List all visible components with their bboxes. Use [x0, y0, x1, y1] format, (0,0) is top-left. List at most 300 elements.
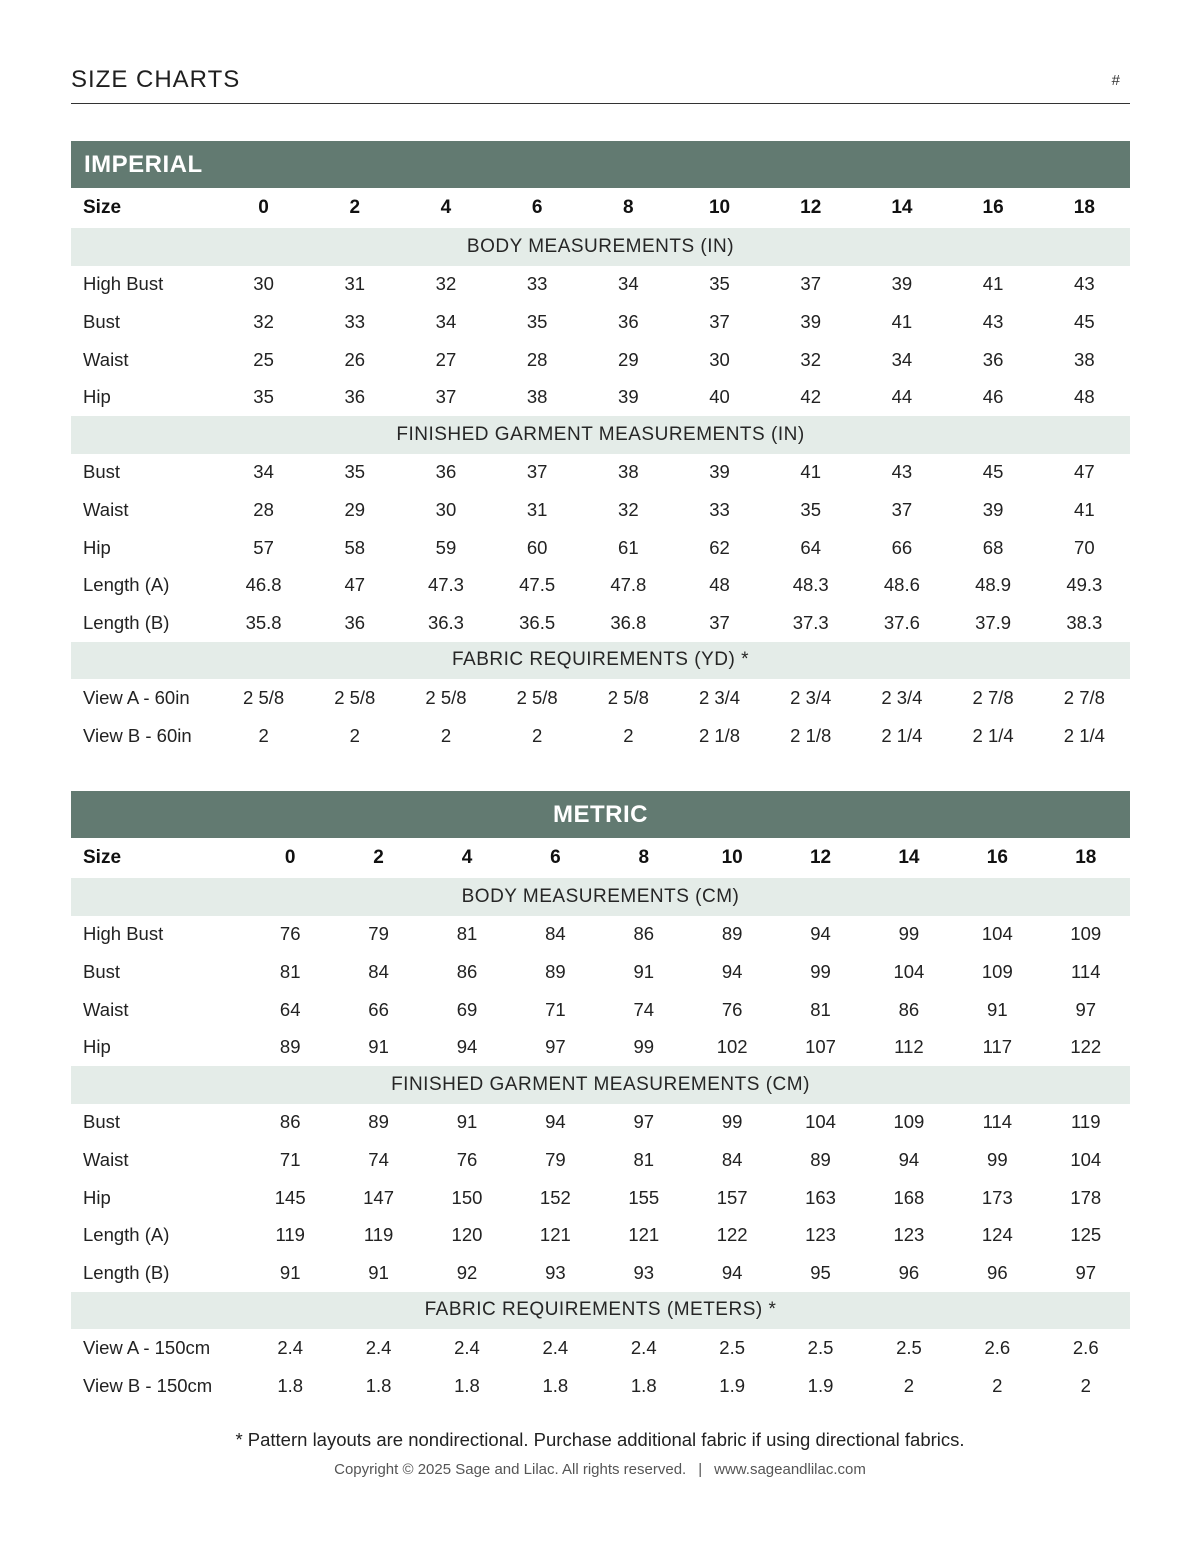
table-cell: 2 7/8: [972, 686, 1014, 708]
measurement-row: [71, 1216, 1130, 1254]
table-cell: 69: [456, 998, 478, 1020]
table-cell: 33: [526, 273, 548, 295]
table-cell: 30: [709, 348, 730, 370]
imperial-title: IMPERIAL: [71, 141, 1130, 188]
size-12-header: 12: [800, 197, 822, 218]
measurement-row: [71, 916, 1130, 954]
table-cell: 36: [344, 386, 366, 408]
table-cell: 95: [810, 1261, 831, 1283]
table-cell: 94: [721, 1261, 743, 1283]
table-cell: 36: [435, 461, 457, 483]
table-cell: 152: [539, 1186, 571, 1208]
table-cell: 45: [982, 461, 1004, 483]
table-cell: 2: [623, 724, 634, 746]
table-cell: 163: [805, 1186, 836, 1208]
table-cell: 34: [891, 348, 913, 370]
table-cell: 89: [368, 1111, 389, 1133]
table-cell: 97: [633, 1111, 655, 1133]
table-cell: 32: [618, 498, 639, 520]
table-cell: 43: [982, 310, 1004, 332]
section-header-row: [71, 1066, 1130, 1104]
table-cell: 33: [709, 498, 730, 520]
copyright-separator: |: [698, 1461, 703, 1478]
measurement-row: [71, 454, 1130, 492]
measurement-row: [71, 1104, 1130, 1142]
table-cell: 145: [274, 1186, 306, 1208]
row-label: Bust: [83, 310, 121, 332]
table-cell: 122: [716, 1224, 748, 1246]
size-4-header: 4: [440, 197, 452, 218]
table-cell: 123: [805, 1224, 836, 1246]
table-cell: 46.8: [245, 574, 282, 596]
table-cell: 2 1/4: [972, 724, 1014, 746]
table-cell: 33: [344, 310, 366, 332]
table-cell: 97: [545, 1036, 566, 1058]
size-2-header: 2: [373, 847, 384, 868]
table-cell: 93: [545, 1261, 566, 1283]
table-cell: 37: [526, 461, 548, 483]
table-cell: 89: [545, 960, 566, 982]
table-cell: 91: [368, 1261, 389, 1283]
measurement-row: [71, 604, 1130, 642]
table-cell: 104: [805, 1111, 836, 1133]
imperial-table: [71, 188, 1130, 754]
size-14-header: 14: [891, 197, 913, 218]
table-cell: 38: [618, 461, 639, 483]
table-cell: 2 1/4: [1063, 724, 1105, 746]
measurement-row: [71, 991, 1130, 1029]
table-cell: 41: [1074, 498, 1095, 520]
table-cell: 39: [618, 386, 639, 408]
table-cell: 28: [253, 498, 274, 520]
table-cell: 2 1/4: [881, 724, 923, 746]
table-cell: 70: [1074, 536, 1095, 558]
section-title: FABRIC REQUIREMENTS (METERS) *: [71, 1292, 1130, 1330]
section-header-row: [71, 1292, 1130, 1330]
table-cell: 62: [709, 536, 730, 558]
table-cell: 99: [633, 1036, 655, 1058]
size-18-header: 18: [1075, 847, 1097, 868]
table-cell: 2.4: [365, 1336, 392, 1358]
row-label: Bust: [83, 960, 121, 982]
table-cell: 48.3: [792, 574, 829, 596]
table-cell: 114: [982, 1111, 1013, 1133]
table-cell: 119: [363, 1224, 394, 1246]
table-cell: 155: [628, 1186, 660, 1208]
measurement-row: [71, 1141, 1130, 1179]
table-cell: 2: [349, 724, 360, 746]
table-cell: 37: [709, 611, 730, 633]
table-cell: 61: [618, 536, 639, 558]
table-cell: 71: [279, 1148, 301, 1170]
table-cell: 49.3: [1066, 574, 1103, 596]
table-cell: 114: [1071, 960, 1101, 982]
table-cell: 94: [721, 960, 743, 982]
table-cell: 123: [893, 1224, 925, 1246]
size-header-row: [71, 188, 1130, 228]
table-cell: 125: [1070, 1224, 1102, 1246]
table-cell: 91: [987, 998, 1008, 1020]
measurement-row: [71, 378, 1130, 416]
table-cell: 35: [800, 498, 821, 520]
table-cell: 104: [1070, 1148, 1102, 1170]
table-cell: 2.5: [807, 1336, 834, 1358]
row-label: Waist: [83, 1148, 129, 1170]
table-cell: 157: [716, 1186, 748, 1208]
table-cell: 94: [545, 1111, 566, 1133]
table-cell: 89: [810, 1148, 831, 1170]
table-cell: 2.4: [542, 1336, 569, 1358]
table-cell: 97: [1075, 1261, 1097, 1283]
measurement-row: [71, 679, 1130, 717]
table-cell: 43: [1074, 273, 1095, 295]
page-title: SIZE CHARTS: [71, 66, 241, 93]
section-title: BODY MEASUREMENTS (CM): [71, 878, 1130, 916]
table-cell: 2 3/4: [698, 686, 741, 708]
table-cell: 107: [805, 1036, 836, 1058]
table-cell: 99: [721, 1111, 743, 1133]
row-label: Hip: [83, 1036, 111, 1058]
measurement-row: [71, 953, 1130, 991]
table-cell: 37.9: [975, 611, 1012, 633]
size-6-header: 6: [550, 847, 561, 868]
size-8-header: 8: [638, 847, 650, 868]
table-cell: 39: [800, 310, 821, 332]
table-cell: 48.6: [883, 574, 920, 596]
table-cell: 25: [253, 348, 274, 370]
size-16-header: 16: [982, 197, 1004, 218]
size-10-header: 10: [708, 197, 731, 218]
table-cell: 122: [1070, 1036, 1102, 1058]
table-cell: 35.8: [245, 611, 282, 633]
table-cell: 1.8: [365, 1374, 392, 1396]
row-label: Waist: [83, 348, 129, 370]
table-cell: 74: [368, 1148, 389, 1170]
size-label: Size: [83, 197, 122, 218]
measurement-row: [71, 1179, 1130, 1217]
row-label: Hip: [83, 1186, 111, 1208]
table-cell: 46: [982, 386, 1004, 408]
table-cell: 2 3/4: [881, 686, 923, 708]
table-cell: 64: [800, 536, 821, 558]
row-label: High Bust: [83, 923, 164, 945]
table-cell: 39: [709, 461, 730, 483]
table-cell: 119: [275, 1224, 305, 1246]
table-cell: 36: [344, 611, 366, 633]
measurement-row: [71, 1367, 1130, 1405]
table-cell: 36.3: [427, 611, 464, 633]
table-cell: 2.5: [719, 1336, 745, 1358]
size-0-header: 0: [284, 847, 296, 868]
row-label: Bust: [83, 1111, 121, 1133]
table-cell: 168: [893, 1186, 925, 1208]
table-cell: 31: [344, 273, 366, 295]
row-label: Bust: [83, 461, 121, 483]
size-14-header: 14: [898, 847, 920, 868]
size-8-header: 8: [623, 197, 634, 218]
size-header-row: [71, 838, 1130, 878]
table-cell: 94: [898, 1148, 920, 1170]
table-cell: 76: [279, 923, 301, 945]
measurement-row: [71, 266, 1130, 304]
metric-title: METRIC: [71, 791, 1130, 838]
table-cell: 41: [800, 461, 821, 483]
table-cell: 39: [982, 498, 1004, 520]
table-cell: 29: [618, 348, 639, 370]
table-cell: 94: [810, 923, 831, 945]
table-cell: 121: [539, 1224, 571, 1246]
table-cell: 1.9: [719, 1374, 745, 1396]
table-cell: 112: [894, 1036, 924, 1058]
table-cell: 38: [1074, 348, 1095, 370]
table-cell: 47: [344, 574, 366, 596]
table-cell: 79: [368, 923, 389, 945]
table-cell: 43: [891, 461, 913, 483]
table-cell: 48: [709, 574, 730, 596]
table-cell: 59: [435, 536, 457, 558]
table-cell: 41: [982, 273, 1004, 295]
table-cell: 91: [633, 960, 655, 982]
table-cell: 2: [992, 1374, 1003, 1396]
table-cell: 86: [633, 923, 655, 945]
row-label: View A - 150cm: [83, 1336, 211, 1358]
table-cell: 34: [618, 273, 639, 295]
table-cell: 99: [987, 1148, 1008, 1170]
table-cell: 124: [981, 1224, 1013, 1246]
table-cell: 66: [891, 536, 913, 558]
table-cell: 36: [618, 310, 639, 332]
table-cell: 109: [1070, 923, 1102, 945]
table-cell: 38.3: [1066, 611, 1103, 633]
table-cell: 91: [368, 1036, 389, 1058]
table-cell: 81: [810, 998, 831, 1020]
table-cell: 37: [891, 498, 913, 520]
size-12-header: 12: [809, 847, 832, 868]
table-cell: 36: [982, 348, 1004, 370]
table-cell: 1.8: [542, 1374, 569, 1396]
table-cell: 47.5: [519, 574, 556, 596]
table-cell: 121: [628, 1224, 660, 1246]
table-cell: 2: [440, 724, 452, 746]
table-cell: 35: [526, 310, 548, 332]
table-cell: 120: [451, 1224, 483, 1246]
table-cell: 81: [633, 1148, 655, 1170]
row-label: Waist: [83, 998, 129, 1020]
table-cell: 37: [800, 273, 821, 295]
row-label: Length (A): [83, 574, 170, 596]
row-label: View B - 60in: [83, 724, 192, 746]
copyright-text: Copyright © 2025 Sage and Lilac. All rights reserved.: [334, 1461, 687, 1478]
table-cell: 71: [545, 998, 566, 1020]
table-cell: 104: [981, 923, 1013, 945]
table-cell: 34: [435, 310, 457, 332]
section-title: FINISHED GARMENT MEASUREMENTS (IN): [71, 416, 1130, 454]
table-cell: 94: [456, 1036, 478, 1058]
table-cell: 58: [344, 536, 366, 558]
table-cell: 2.6: [984, 1336, 1011, 1358]
table-cell: 2 1/8: [790, 724, 832, 746]
section-header-row: [71, 878, 1130, 916]
size-4-header: 4: [461, 847, 473, 868]
table-cell: 147: [363, 1186, 395, 1208]
table-cell: 86: [898, 998, 920, 1020]
size-6-header: 6: [531, 197, 543, 218]
table-cell: 2 5/8: [425, 686, 467, 708]
table-cell: 2 5/8: [607, 686, 649, 708]
table-cell: 38: [526, 386, 548, 408]
table-cell: 96: [898, 1261, 920, 1283]
section-title: BODY MEASUREMENTS (IN): [71, 228, 1130, 266]
row-label: View A - 60in: [83, 686, 190, 708]
measurement-row: [71, 491, 1130, 529]
table-cell: 84: [721, 1148, 743, 1170]
table-cell: 119: [1071, 1111, 1101, 1133]
table-cell: 109: [893, 1111, 925, 1133]
table-cell: 2 3/4: [790, 686, 832, 708]
table-cell: 1.8: [630, 1374, 657, 1396]
table-cell: 109: [981, 960, 1013, 982]
row-label: Waist: [83, 498, 129, 520]
imperial-size-chart: [71, 141, 1130, 754]
table-cell: 2 7/8: [1063, 686, 1105, 708]
table-cell: 32: [800, 348, 821, 370]
table-cell: 36.8: [610, 611, 647, 633]
table-cell: 2: [1080, 1374, 1091, 1396]
table-cell: 84: [545, 923, 566, 945]
row-label: Hip: [83, 386, 111, 408]
table-cell: 37: [709, 310, 730, 332]
table-cell: 96: [987, 1261, 1008, 1283]
table-cell: 102: [716, 1036, 748, 1058]
table-cell: 68: [982, 536, 1004, 558]
table-cell: 47.8: [610, 574, 647, 596]
table-cell: 89: [721, 923, 743, 945]
table-cell: 35: [344, 461, 366, 483]
table-cell: 81: [456, 923, 478, 945]
website-link[interactable]: www.sageandlilac.com: [714, 1461, 866, 1478]
measurement-row: [71, 303, 1130, 341]
table-cell: 117: [982, 1036, 1013, 1058]
table-cell: 99: [810, 960, 831, 982]
table-cell: 64: [279, 998, 301, 1020]
table-cell: 74: [633, 998, 655, 1020]
table-cell: 93: [633, 1261, 655, 1283]
table-cell: 104: [893, 960, 925, 982]
table-cell: 36.5: [519, 611, 556, 633]
table-cell: 35: [709, 273, 730, 295]
table-cell: 42: [800, 386, 821, 408]
section-title: FABRIC REQUIREMENTS (YD) *: [71, 642, 1130, 680]
metric-size-chart: [71, 791, 1130, 1404]
size-label: Size: [83, 847, 122, 868]
row-label: View B - 150cm: [83, 1374, 213, 1396]
table-cell: 91: [456, 1111, 478, 1133]
table-cell: 60: [526, 536, 548, 558]
page-number: #: [1111, 72, 1120, 89]
table-cell: 84: [368, 960, 389, 982]
table-cell: 2: [532, 724, 543, 746]
table-cell: 2.4: [630, 1336, 657, 1358]
row-label: Hip: [83, 536, 111, 558]
measurement-row: [71, 341, 1130, 379]
row-label: Length (B): [83, 1261, 170, 1283]
table-cell: 2: [903, 1374, 915, 1396]
measurement-row: [71, 566, 1130, 604]
row-label: High Bust: [83, 273, 164, 295]
table-cell: 2: [258, 724, 269, 746]
measurement-row: [71, 529, 1130, 567]
table-cell: 2.6: [1072, 1336, 1099, 1358]
table-cell: 2 1/8: [698, 724, 741, 746]
table-cell: 30: [435, 498, 457, 520]
table-cell: 2 5/8: [334, 686, 376, 708]
table-cell: 28: [526, 348, 548, 370]
table-cell: 2 5/8: [516, 686, 558, 708]
table-cell: 40: [709, 386, 730, 408]
table-cell: 2.4: [454, 1336, 480, 1358]
section-header-row: [71, 416, 1130, 454]
table-cell: 66: [368, 998, 389, 1020]
table-cell: 92: [456, 1261, 478, 1283]
table-cell: 48: [1074, 386, 1095, 408]
table-cell: 76: [456, 1148, 478, 1170]
table-cell: 150: [451, 1186, 483, 1208]
table-cell: 89: [279, 1036, 301, 1058]
measurement-row: [71, 1254, 1130, 1292]
table-cell: 37.6: [883, 611, 920, 633]
size-0-header: 0: [258, 197, 269, 218]
table-cell: 48.9: [975, 574, 1012, 596]
table-cell: 178: [1070, 1186, 1102, 1208]
table-cell: 76: [721, 998, 743, 1020]
measurement-row: [71, 1028, 1130, 1066]
table-cell: 27: [435, 348, 457, 370]
table-cell: 2.5: [896, 1336, 922, 1358]
measurement-row: [71, 717, 1130, 755]
page-header: [71, 62, 1130, 104]
table-cell: 86: [456, 960, 478, 982]
fabric-footnote: * Pattern layouts are nondirectional. Purchase additional fabric if using directional fabrics.: [235, 1429, 965, 1450]
table-cell: 45: [1074, 310, 1095, 332]
table-cell: 81: [279, 960, 301, 982]
table-cell: 41: [891, 310, 913, 332]
table-cell: 47.3: [427, 574, 464, 596]
table-cell: 37: [435, 386, 457, 408]
size-10-header: 10: [721, 847, 743, 868]
table-cell: 32: [253, 310, 274, 332]
table-cell: 99: [898, 923, 920, 945]
table-cell: 79: [545, 1148, 566, 1170]
section-title: FINISHED GARMENT MEASUREMENTS (CM): [71, 1066, 1130, 1104]
table-cell: 39: [891, 273, 913, 295]
table-cell: 86: [279, 1111, 301, 1133]
copyright-line: [0, 1461, 1200, 1478]
row-label: Length (B): [83, 611, 170, 633]
size-18-header: 18: [1073, 197, 1095, 218]
table-cell: 1.9: [807, 1374, 834, 1396]
table-cell: 47: [1074, 461, 1095, 483]
table-cell: 37.3: [792, 611, 829, 633]
measurement-row: [71, 1329, 1130, 1367]
table-cell: 30: [253, 273, 274, 295]
section-header-row: [71, 642, 1130, 680]
metric-table: [71, 838, 1130, 1404]
table-cell: 44: [891, 386, 913, 408]
table-cell: 34: [253, 461, 274, 483]
table-cell: 97: [1075, 998, 1097, 1020]
size-16-header: 16: [986, 847, 1008, 868]
section-header-row: [71, 228, 1130, 266]
